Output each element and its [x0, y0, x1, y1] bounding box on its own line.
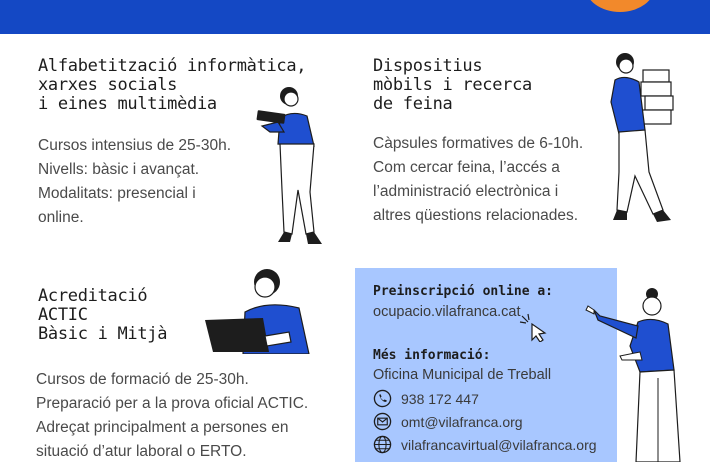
- body-line: Modalitats: presencial i: [38, 185, 196, 202]
- office-name: Oficina Municipal de Treball: [373, 367, 552, 383]
- woman-with-laptop-illustration: [252, 82, 332, 247]
- phone-row: [373, 389, 479, 408]
- body-line: Càpsules formatives de 6-10h.: [373, 135, 584, 152]
- body-line: Com cercar feina, l’accés a: [373, 159, 560, 176]
- title-line: Dispositius: [373, 56, 483, 76]
- body-line: Adreçat principalment a persones en: [36, 419, 289, 436]
- section-body-digital-literacy: [38, 134, 231, 230]
- title-line: Bàsic i Mitjà: [38, 324, 168, 344]
- body-line: Preparació per a la prova oficial ACTIC.: [36, 395, 309, 412]
- title-line: de feina: [373, 94, 453, 114]
- preinscription-title: Preinscripció online a:: [373, 284, 554, 299]
- email-row: [373, 412, 523, 431]
- man-carrying-boxes-illustration: [605, 52, 685, 224]
- section-title-mobile-devices: [373, 57, 532, 114]
- section-title-actic: [38, 287, 167, 344]
- mail-icon: [373, 412, 392, 431]
- body-line: online.: [38, 209, 84, 226]
- globe-icon: [373, 435, 392, 454]
- email-address[interactable]: omt@vilafranca.org: [401, 413, 523, 430]
- body-line: situació d’atur laboral o ERTO.: [36, 443, 247, 460]
- section-body-mobile-devices: [373, 132, 583, 228]
- info-panel: [355, 268, 617, 462]
- web-email-row: [373, 435, 597, 454]
- cursor-click-icon: [518, 312, 552, 342]
- more-info-title: Més informació:: [373, 348, 491, 363]
- title-line: Alfabetització informàtica,: [38, 56, 307, 76]
- preinscription-link[interactable]: ocupacio.vilafranca.cat: [373, 304, 521, 320]
- web-email-address[interactable]: vilafrancavirtual@vilafranca.org: [401, 436, 597, 453]
- title-line: Acreditació: [38, 286, 148, 306]
- body-line: Cursos de formació de 25-30h.: [36, 371, 249, 388]
- man-at-laptop-illustration: [205, 268, 315, 354]
- body-line: altres qüestions relacionades.: [373, 207, 579, 224]
- title-line: ACTIC: [38, 305, 88, 325]
- phone-icon: [373, 389, 392, 408]
- title-line: xarxes socials: [38, 75, 178, 95]
- woman-presenting-illustration: [580, 286, 690, 462]
- phone-number[interactable]: 938 172 447: [401, 390, 479, 407]
- title-line: mòbils i recerca: [373, 75, 532, 95]
- body-line: l’administració electrònica i: [373, 183, 559, 200]
- body-line: Nivells: bàsic i avançat.: [38, 161, 200, 178]
- section-body-actic: [36, 368, 308, 462]
- body-line: Cursos intensius de 25-30h.: [38, 137, 232, 154]
- title-line: i eines multimèdia: [38, 94, 217, 114]
